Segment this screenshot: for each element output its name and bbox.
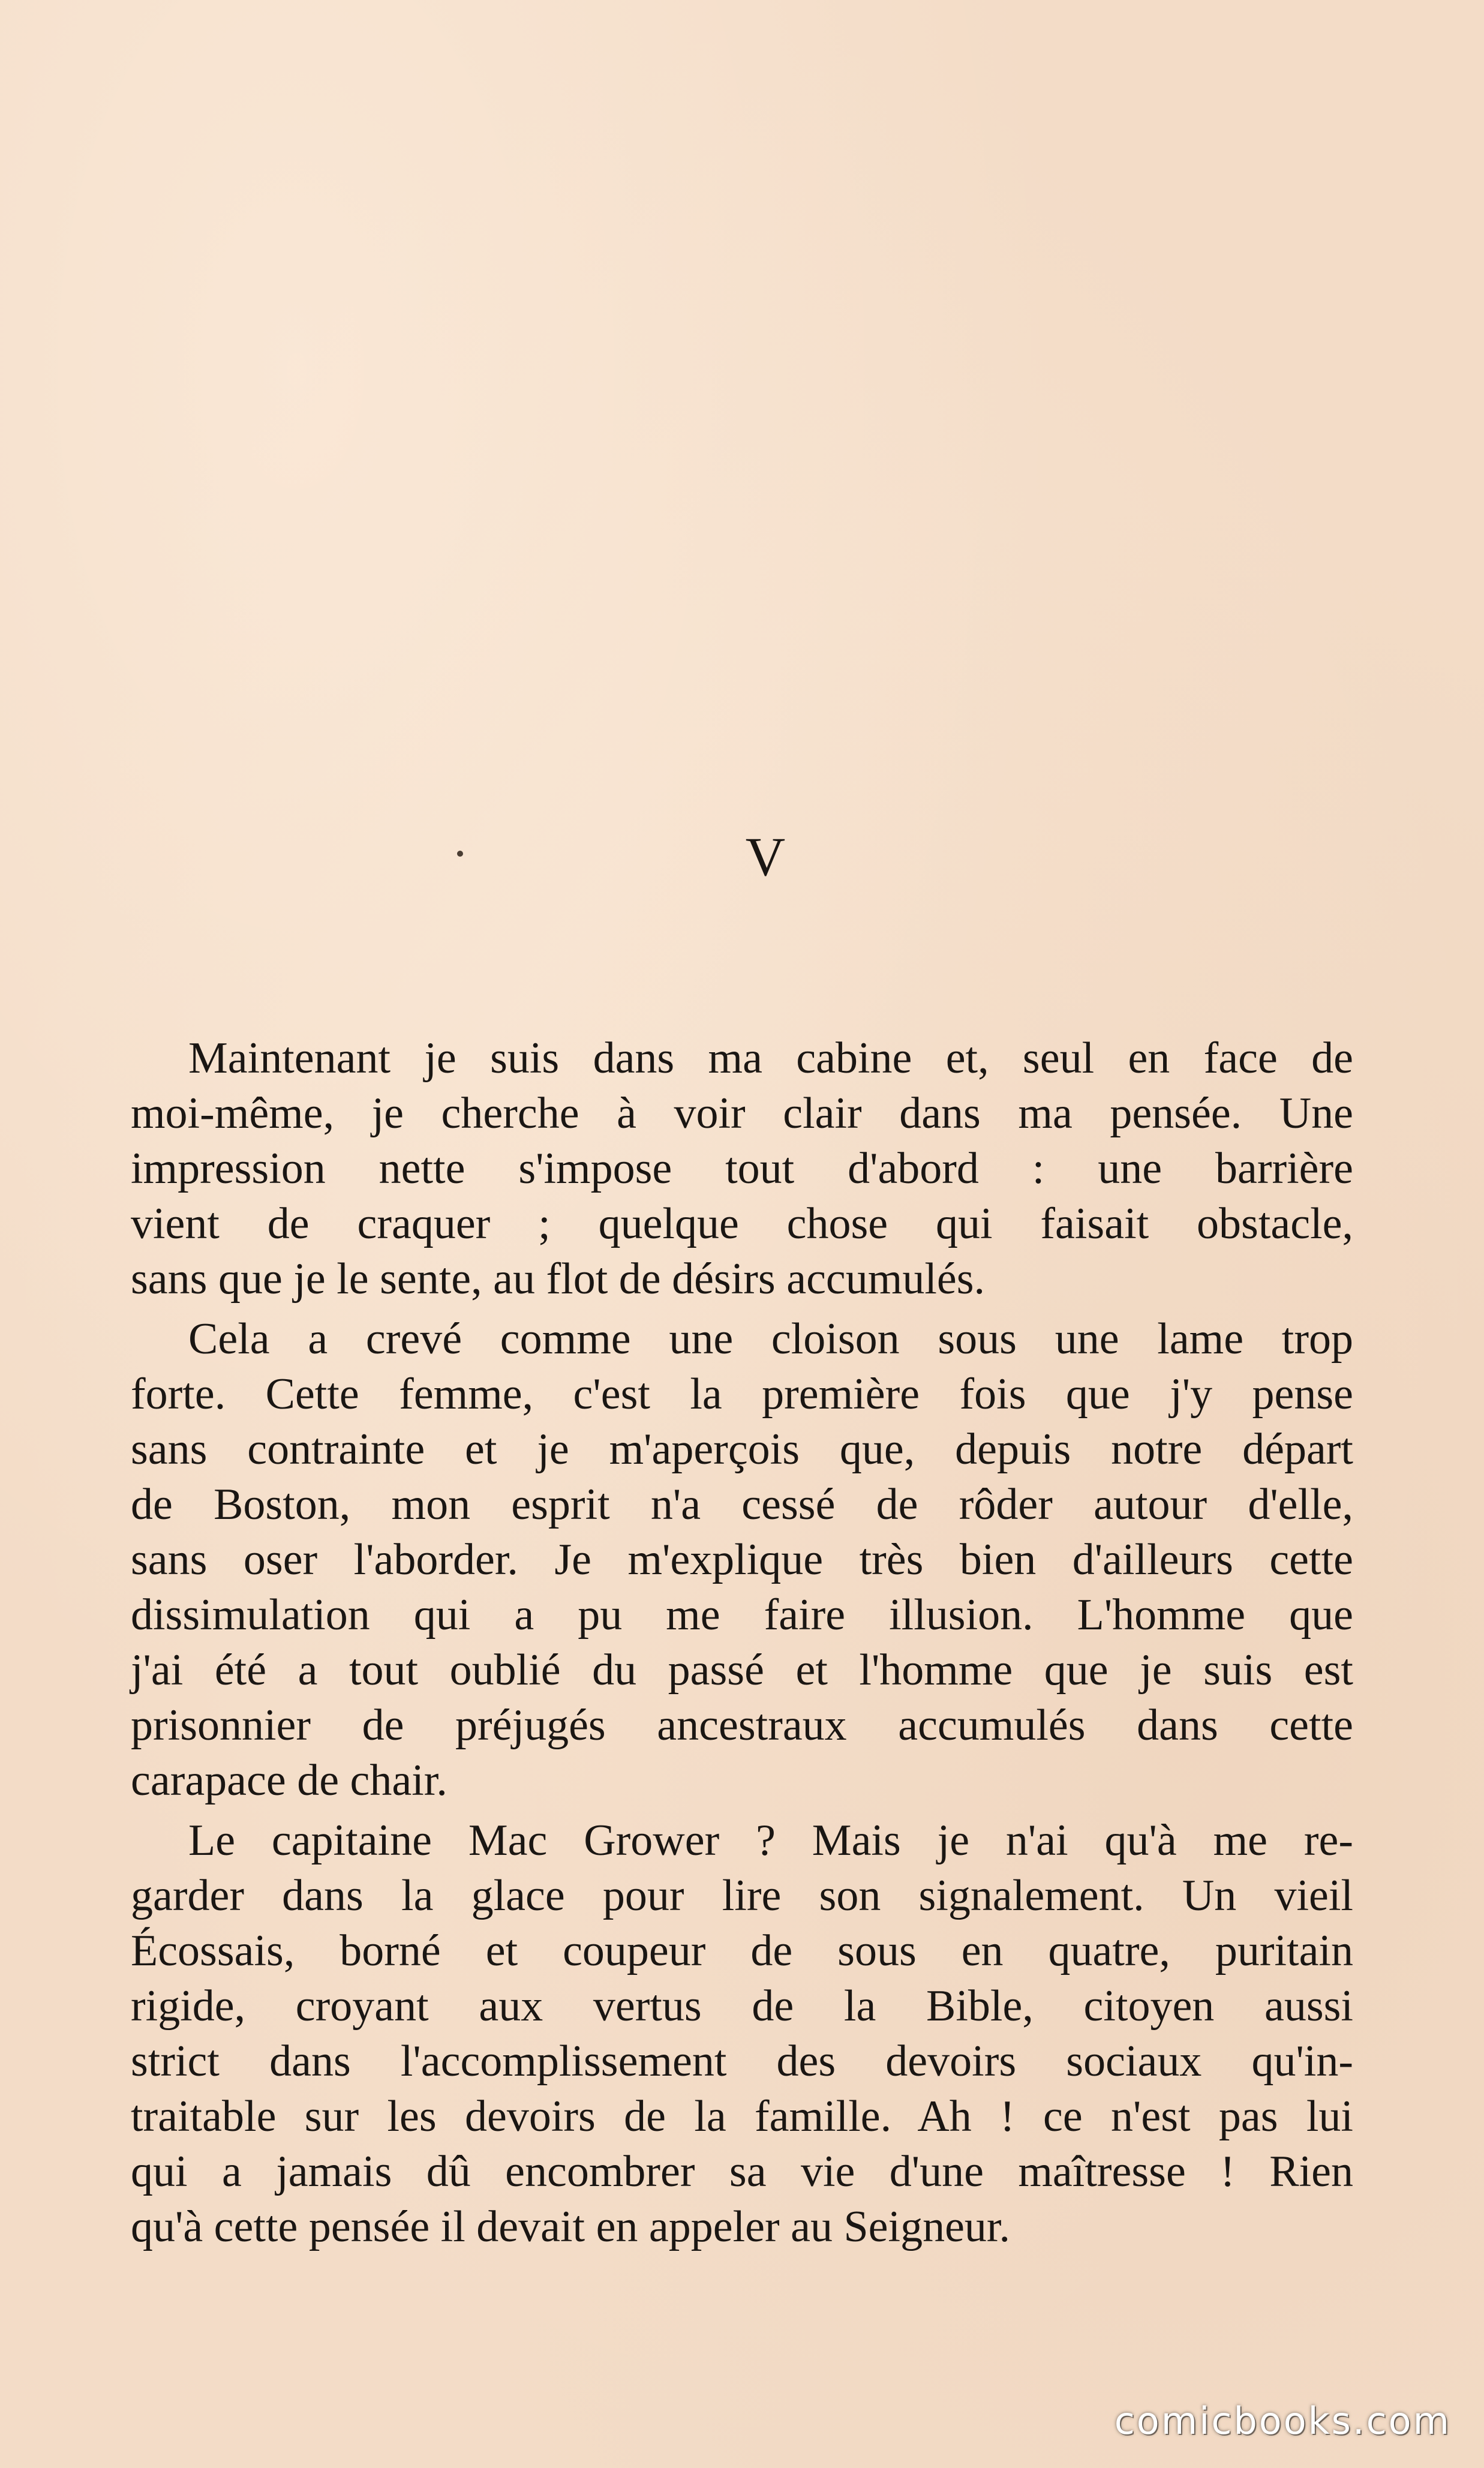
chapter-heading: V [745,826,787,887]
watermark: comicbooks.com [1114,2399,1451,2443]
text-line: sans que je le sente, au flot de désirs accumulés. [131,1254,986,1304]
paragraph-1 [131,1031,1353,1307]
paragraph-2 [131,1311,1353,1808]
text-line: Maintenant je suis dans ma cabine et, seul en face de [188,1034,1353,1083]
text-line: Cela a crevé comme une cloison sous une lame trop [188,1314,1353,1364]
text-line: dissimulation qui a pu me faire illusion. L'homme que [131,1590,1353,1640]
paragraph-3 [131,1813,1353,2254]
text-line: prisonnier de préjugés ancestraux accumulés dans cette [131,1701,1353,1750]
text-line: qui a jamais dû encombrer sa vie d'une maîtresse ! Rien [131,2147,1353,2196]
text-line: forte. Cette femme, c'est la première fois que j'y pense [131,1370,1353,1419]
text-line: Écossais, borné et coupeur de sous en quatre, puritain [131,1926,1353,1975]
text-line: de Boston, mon esprit n'a cessé de rôder autour d'elle, [131,1480,1353,1529]
text-line: j'ai été a tout oublié du passé et l'homme que je suis est [131,1646,1353,1695]
text-line: traitable sur les devoirs de la famille. Ah ! ce n'est pas lui [131,2092,1353,2141]
text-line: sans contrainte et je m'aperçois que, depuis notre départ [131,1425,1353,1474]
text-line: Le capitaine Mac Grower ? Mais je n'ai qu'à me re- [188,1816,1353,1865]
text-line: garder dans la glace pour lire son signalement. Un vieil [131,1871,1353,1920]
text-line: impression nette s'impose tout d'abord : une barrière [131,1144,1353,1193]
text-line: rigide, croyant aux vertus de la Bible, citoyen aussi [131,1981,1353,2031]
text-line: sans oser l'aborder. Je m'explique très bien d'ailleurs cette [131,1535,1353,1584]
text-line: strict dans l'accomplissement des devoirs sociaux qu'in- [131,2037,1353,2086]
text-line: moi-même, je cherche à voir clair dans ma pensée. Une [131,1089,1353,1138]
text-line: qu'à cette pensée il devait en appeler au Seigneur. [131,2202,1010,2251]
text-line: carapace de chair. [131,1756,447,1805]
body-text [131,1031,1353,2254]
text-line: vient de craquer ; quelque chose qui faisait obstacle, [131,1199,1353,1248]
